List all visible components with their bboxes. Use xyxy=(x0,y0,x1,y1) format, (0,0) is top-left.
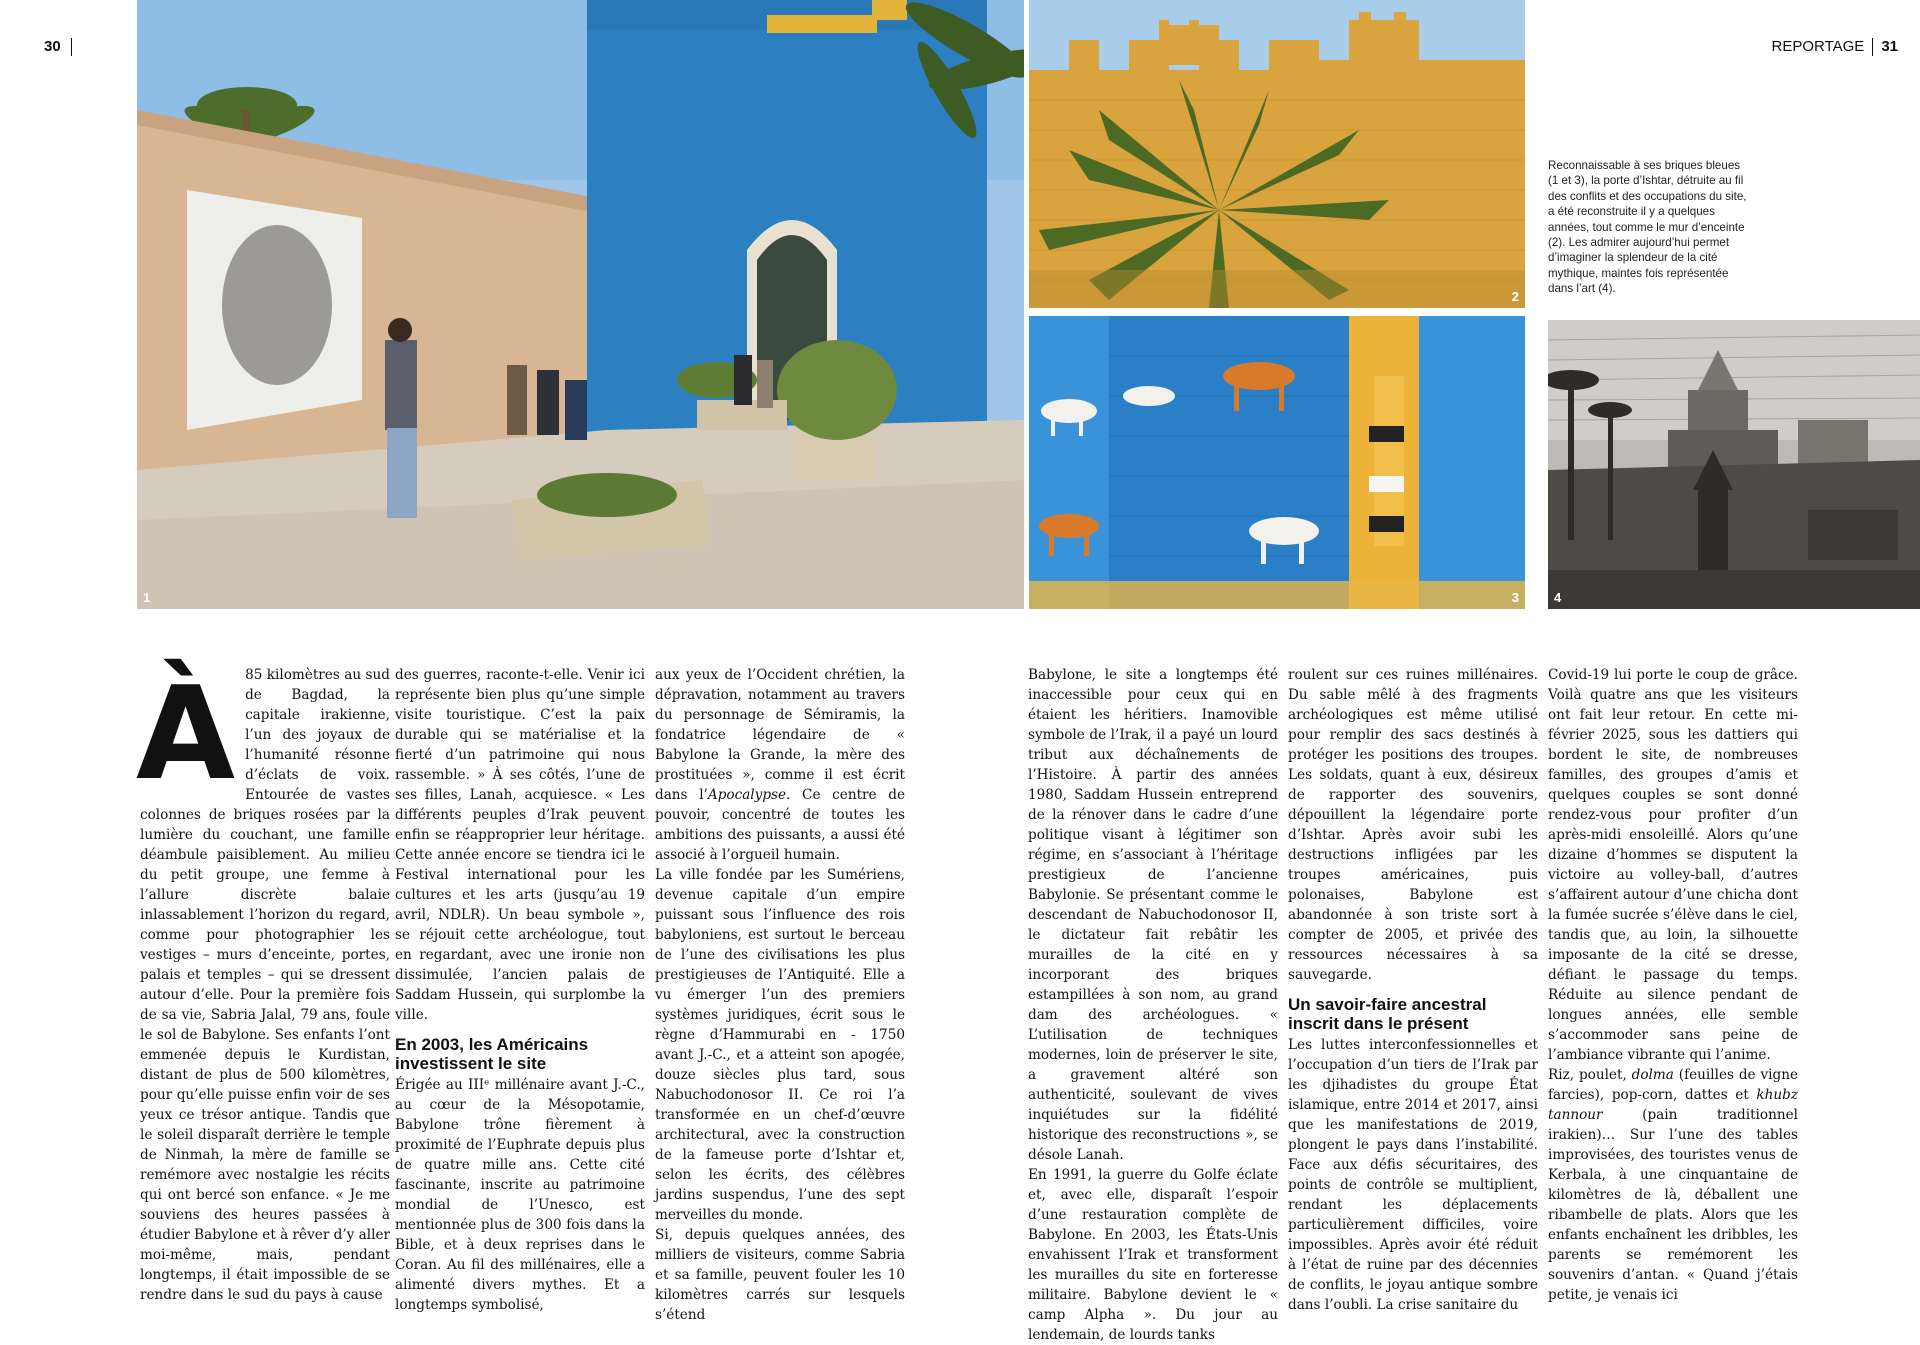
article-column-1 xyxy=(136,660,391,1305)
article-text: En 1991, la guerre du Golfe éclate et, avec elle, disparaît l’espoir d’une restauration complète de Babylone. En 2003, les États-Unis envahissent l’Irak et transforment les murailles du site en forteresse militaire. Babylone devient le « camp Alpha ». Du jour au lendemain, de lourds tanks xyxy=(1028,1167,1278,1343)
folio-right xyxy=(1772,38,1899,56)
section-label: REPORTAGE xyxy=(1771,38,1865,55)
page-number-left: 30 xyxy=(44,38,61,55)
article-column-6 xyxy=(1548,665,1798,1305)
article-text: Si, depuis quelques années, des milliers de visiteurs, comme Sabria et sa famille, peuvent fouler les 10 kilomètres carrés sur lesquels s’étend xyxy=(655,1227,905,1323)
photo-engraving-babylon xyxy=(1548,320,1920,609)
photo-ishtar-gate-courtyard xyxy=(137,0,1024,609)
article-text: La ville fondée par les Sumériens, devenue capitale d’un empire puissant sous l’influence des rois babyloniens, est surtout le berceau de l’une des civilisations les plus prestigieuses de l’Antiquité. Elle a vu émerger l’un des premiers systèmes juridiques, écrit sous le règne d’Hammurabi en - 1750 avant J.-C., et a atteint son apogée, douze siècles plus tard, sous Nabuchodonosor II. Ce roi l’a transformée en un chef-d’œuvre architectural, avec la construction de la fameuse porte d’Ishtar et, selon les écrits, des célèbres jardins suspendus, l’une des sept merveilles du monde. xyxy=(655,867,905,1223)
page-number-right: 31 xyxy=(1881,38,1898,55)
article-column-3 xyxy=(655,665,905,1325)
article-text: Ce centre de pouvoir, concentré de toutes les ambitions des puissants, a aussi été associé à l’orgueil humain. xyxy=(655,787,905,863)
photo-number-1: 1 xyxy=(143,590,151,605)
subheading-2003: En 2003, les Américains investissent le site xyxy=(395,1035,589,1073)
photo-glazed-brick-animals xyxy=(1029,316,1525,609)
article-text: aux yeux de l’Occident chrétien, la dépravation, notamment au travers du personnage de Sémiramis, la fondatrice légendaire de « Babylone la Grande, la mère des prostituées », comme il est écrit dans l’ xyxy=(655,667,905,803)
photo-number-4: 4 xyxy=(1554,590,1562,605)
article-text: (pain traditionnel irakien)… Sur l’une des tables improvisées, des touristes venus de Kerbala, à une cinquantaine de kilomètres de là, déballent une ribambelle de plats. Alors que les enfants enchaînent les dribbles, les parents se remémorent les souvenirs d’antan. « Quand j’étais petite, je venais ici xyxy=(1548,1107,1798,1303)
article-text: 85 kilomètres au sud de Bagdad, la capitale irakienne, l’un des joyaux de l’humanité résonne d’éclats de voix. Entourée de vastes colonnes de briques rosées par la lumière du couchant, une famille déambule paisiblement. Au milieu du petit groupe, une femme à l’allure discrète balaie inlassablement l’horizon du regard, comme pour photographier les vestiges – murs d’enceinte, portes, palais et temples – qui se dressent autour d’elle. Pour la première fois de sa vie, Sabria Jalal, 79 ans, foule le sol de Babylone. Ses enfants l’ont emmenée depuis le Kurdistan, distant de plus de 500 kilomètres, pour qu’elle puisse enfin voir de ses yeux ce trésor antique. Tandis que le soleil disparaît derrière le temple de Ninmah, la mère de famille se remémore avec nostalgie les récits qui ont bercé son enfance. « Je me souviens des heures passées à étudier Babylone et à rêver d’y aller moi-même, mais, pendant longtemps, il était impossible de se rendre dans le sud du pays à cause xyxy=(140,667,391,1303)
article-column-2 xyxy=(395,665,645,1315)
article-text: (feuilles de vigne farcies), pop-corn, dattes et xyxy=(1548,1067,1799,1103)
drop-cap: À xyxy=(136,660,236,809)
article-italic: khubz tannour xyxy=(1548,1087,1798,1123)
article-text: Covid-19 lui porte le coup de grâce. Voilà quatre ans que les visiteurs ont fait leur retour. En cette mi-février 2025, sous les dattiers qui bordent le site, de nombreuses familles, des groupes d’amis et quelques couples se sont donné rendez-vous pour profiter d’un après-midi ensoleillé. Alors qu’une dizaine d’hommes se disputent la victoire au volley-ball, d’autres s’affairent autour d’une chicha dont la fumée sucrée s’élève dans le ciel, tandis que, au loin, la silhouette imposante de la cité se dresse, défiant le passage du temps. Réduite au silence pendant de longues années, elle semble s’accommoder sans peine de l’ambiance vibrante qui l’anime. xyxy=(1548,667,1798,1063)
folio-divider xyxy=(1872,38,1873,56)
article-italic: dolma xyxy=(1631,1067,1674,1083)
folio-divider xyxy=(71,38,72,56)
photo-crenellated-wall xyxy=(1029,0,1525,308)
article-text: roulent sur ces ruines millénaires. Du sable mêlé à des fragments archéologiques est même utilisé pour remplir des sacs destinés à protéger les positions des troupes. Les soldats, quant à eux, désireux de rapporter des souvenirs, dépouillent la légendaire porte d’Ishtar. Après avoir subi les destructions infligées par les troupes américaines, puis polonaises, Babylone est abandonnée à son triste sort à compter de 2005, et privée des ressources nécessaires à sa sauvegarde. xyxy=(1288,667,1538,983)
article-text: Riz, poulet, xyxy=(1548,1067,1632,1083)
photo-number-2: 2 xyxy=(1511,289,1519,304)
article-text: Les luttes interconfessionnelles et l’occupation d’un tiers de l’Irak par les djihadistes du groupe État islamique, entre 2014 et 2017, ainsi que les manifestations de 2019, plongent le pays dans l’instabilité. Face aux défis sécuritaires, des points de contrôle se multiplient, rendant les déplacements particulièrement difficiles, voire impossibles. Après avoir été réduit à l’état de ruine par des décennies de conflits, le joyau antique sombre dans l’oubli. La crise sanitaire du xyxy=(1288,1037,1538,1313)
folio-left xyxy=(44,38,72,56)
photo-number-3: 3 xyxy=(1511,590,1519,605)
subheading-savoir-faire: Un savoir-faire ancestral inscrit dans le présent xyxy=(1288,995,1487,1033)
photo-caption: Reconnaissable à ses briques bleues (1 et 3), la porte d’Ishtar, détruite au fil des conflits et des occupations du site, a été reconstruite il y a quelques années, tout comme le mur d’enceinte (2). Les admirer aujourd’hui permet d’imaginer la splendeur de la cité mythique, maintes fois représentée dans l’art (4). xyxy=(1548,159,1747,296)
article-column-4 xyxy=(1028,665,1278,1345)
article-text: Érigée au IIIᵉ millénaire avant J.-C., au cœur de la Mésopotamie, Babylone trône fièrement à proximité de l’Euphrate depuis plus de quatre mille ans. Cette cité fascinante, inscrite au patrimoine mondial de l’Unesco, est mentionnée plus de 300 fois dans la Bible, et à deux reprises dans le Coran. Au fil des millénaires, elle a alimenté divers mythes. Et a longtemps symbolisé, xyxy=(395,1077,645,1313)
article-text: des guerres, raconte-t-elle. Venir ici représente bien plus qu’une simple visite touristique. C’est la paix durable qui se matérialise et la fierté d’un patrimoine qui nous rassemble. » À ses côtés, l’une de ses filles, Lanah, acquiesce. « Les différents peuples d’Irak peuvent enfin se réapproprier leur héritage. Cette année encore se tiendra ici le Festival international pour les cultures et les arts (jusqu’au 19 avril, NDLR). Un beau symbole », se réjouit cette archéologue, tout en regardant, avec une ironie non dissimulée, l’ancien palais de Saddam Hussein, qui surplombe la ville. xyxy=(395,667,645,1023)
article-italic: Apocalypse. xyxy=(707,787,791,803)
article-text: Babylone, le site a longtemps été inaccessible pour ceux qui en étaient les héritiers. Inamovible symbole de l’Irak, il a payé un lourd tribut aux déchaînements de l’Histoire. À partir des années 1980, Saddam Hussein entreprend de la rénover dans le cadre d’une politique visant à légitimer son régime, en s’associant à l’héritage prestigieux de l’ancienne Babylonie. Se présentant comme le descendant de Nabuchodonosor II, le dictateur fait rebâtir les murailles de la cité en y incorporant des briques estampillées à son nom, au grand dam des archéologues. « L’utilisation de techniques modernes, loin de préserver le site, a gravement altéré son authenticité, soulevant de vives inquiétudes sur la fidélité historique des reconstructions », se désole Lanah. xyxy=(1028,667,1278,1163)
article-column-5 xyxy=(1288,665,1538,1315)
